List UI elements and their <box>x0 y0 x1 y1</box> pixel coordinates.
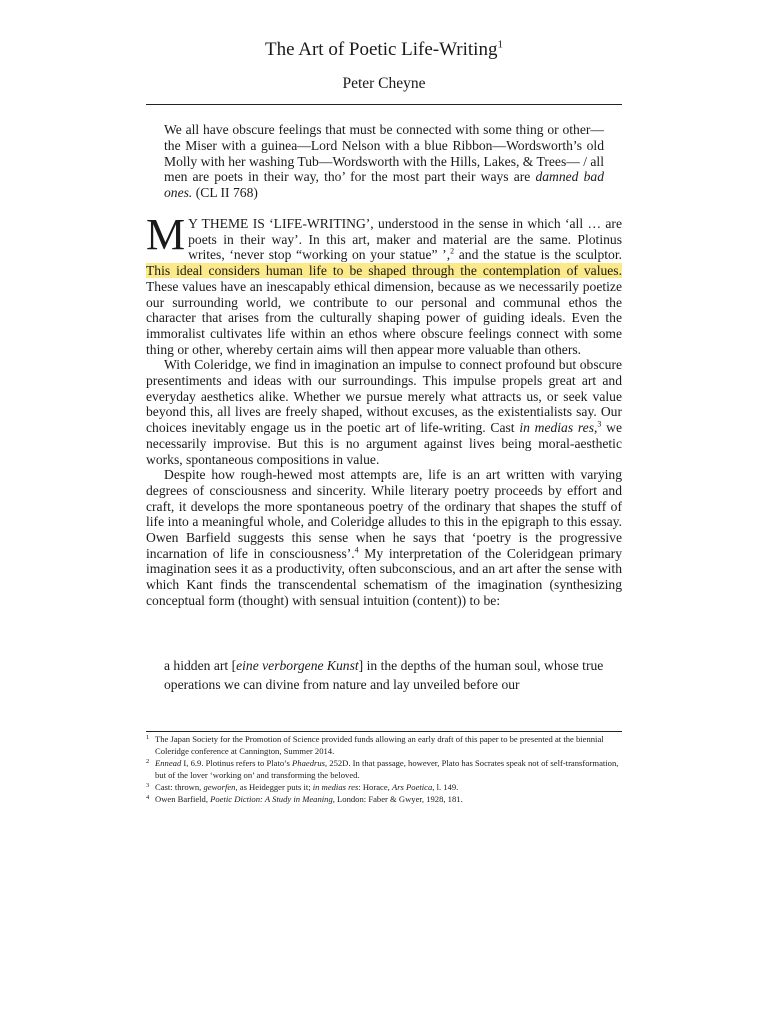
footnote-ref-4: 4 <box>354 545 359 555</box>
paper-title: The Art of Poetic Life-Writing$^1$ <box>265 38 503 60</box>
footnote-ref-3: 3 <box>597 419 602 429</box>
body-text <box>146 210 622 609</box>
epigraph: We all have obscure feelings that must be connected with some thing or other—the Miser with a guinea—Lord Nelson with a blue Ribbon—Wordsworth’s old Molly with her washing Tub—Wordsworth with the Hills, Lakes, & Trees— / all men are poets in their way, tho’ for the most part their ways are damned bad ones. (CL II 768) <box>164 122 604 201</box>
footnotes <box>146 734 622 805</box>
footnote-2: 2 Ennead I, 6.9. Plotinus refers to Plato’s Phaedrus, 252D. In that passage, however, Plato has Socrates speak not of self-transformation, but of the lover ‘working on’ and transforming the beloved. <box>146 757 619 780</box>
drop-cap: M <box>146 210 186 259</box>
footnote-4: 4 Owen Barfield, Poetic Diction: A Study in Meaning, London: Faber & Gwyer, 1928, 181. <box>146 793 463 804</box>
footnote-rule <box>146 731 622 732</box>
epigraph-citation: (CL II 768) <box>192 185 258 201</box>
author-name: Peter Cheyne <box>342 75 426 92</box>
footnote-ref-2: 2 <box>450 246 455 256</box>
footnote-3: 3 Cast: thrown, geworfen, as Heidegger puts it; in medias res: Horace, Ars Poetica, l. 149. <box>146 781 459 792</box>
paragraph-1: M Y THEME IS ‘LIFE-WRITING’, understood in the sense in which ‘all … are poets in their way’. In this art, maker and material are the same. Plotinus writes, ‘never stop “working on your statue” ’,$^2$ and the statue is the sculptor. This ideal considers human life to be shaped through the contemplation of values. These values have an inescapably ethical dimension, because as we necessarily poetize our surrounding world, we contribute to our personal and communal ethos the character that arises from the culturally shaping power of guiding ideals. Even the immoralist cultivates life within an ethos where obscure feelings connect with some thing or other, whereby certain aims will then appear more valuable than others. <box>146 210 622 357</box>
highlighted-sentence: This ideal considers human life to be shaped through the contemplation of values. <box>146 263 622 279</box>
paragraph-3: Despite how rough-hewed most attempts are, life is an art written with varying degrees of consciousness and sincerity. While literary poetry proceeds by effort and craft, it develops the more spontaneous poetry of the ordinary that shapes the stuff of life into a meaningful whole, and Coleridge alludes to this in the epigraph to this essay. Owen Barfield suggests this sense when he says that ‘poetry is the progressive incarnation of life in consciousness’.$^4$ My interpretation of the Coleridgean primary imagination sees it as a productivity, often subconscious, and an art after the sense with which Kant finds the transcendental schematism of the imagination (synthesizing conceptual form (thought) with sensual intuition (content)) to be: <box>146 467 622 608</box>
title-rule <box>146 104 622 105</box>
title-footnote-ref: 1 <box>497 38 503 51</box>
footnote-1: 1 The Japan Society for the Promotion of Science provided funds allowing an early draft of this paper to be presented at the biennial Coleridge conference at Cannington, Summer 2014. <box>146 734 604 756</box>
block-quote: a hidden art [eine verborgene Kunst] in the depths of the human soul, whose true operations we can divine from nature and lay unveiled before our <box>164 658 604 692</box>
paragraph-2: With Coleridge, we find in imagination an impulse to connect profound but obscure presentiments and ideas with our surroundings. This impulse propels great art and everyday aesthetics alike. Whether we pursue merely what attracts us, or seek value beyond this, all lives are freely shaped, without excuses, as the existentialists say. Our choices inevitably engage us in the poetic art of life-writing. Cast in medias res,$^3$ we necessarily improvise. But this is no argument against lives being moral-aesthetic works, spontaneous compositions in value. <box>146 357 622 467</box>
